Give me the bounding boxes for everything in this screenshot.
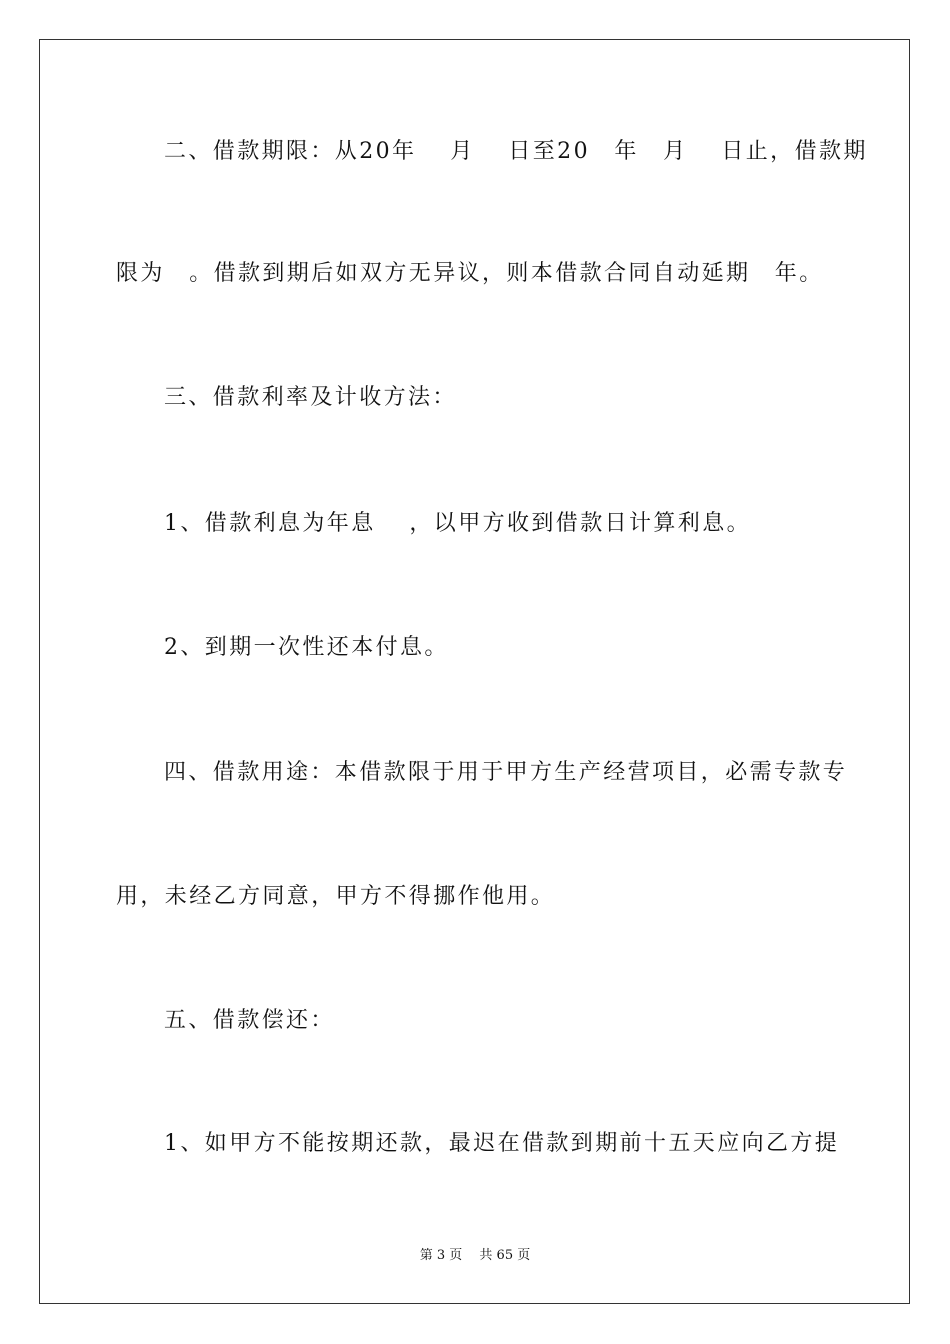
paragraph-line-term: 二、借款期限：从20年 月 日至20 年 月 日止，借款期 [164,139,868,164]
section-heading-repayment: 五、借款偿还： [164,1008,335,1033]
section-heading-interest: 三、借款利率及计收方法： [164,385,457,410]
paragraph-line-purpose-continued: 用，未经乙方同意，甲方不得挪作他用。 [116,884,556,909]
paragraph-line-term-continued: 限为 。借款到期后如双方无异议，则本借款合同自动延期 年。 [116,261,824,286]
page-number-footer: 第 3 页 共 65 页 [419,1248,531,1263]
paragraph-line-interest-1: 1、借款利息为年息 ，以甲方收到借款日计算利息。 [164,511,751,536]
paragraph-line-purpose: 四、借款用途：本借款限于用于甲方生产经营项目，必需专款专 [164,760,848,785]
page-border [39,39,910,1304]
paragraph-line-interest-2: 2、到期一次性还本付息。 [164,635,449,660]
paragraph-line-repayment-1: 1、如甲方不能按期还款，最迟在借款到期前十五天应向乙方提 [164,1131,840,1156]
